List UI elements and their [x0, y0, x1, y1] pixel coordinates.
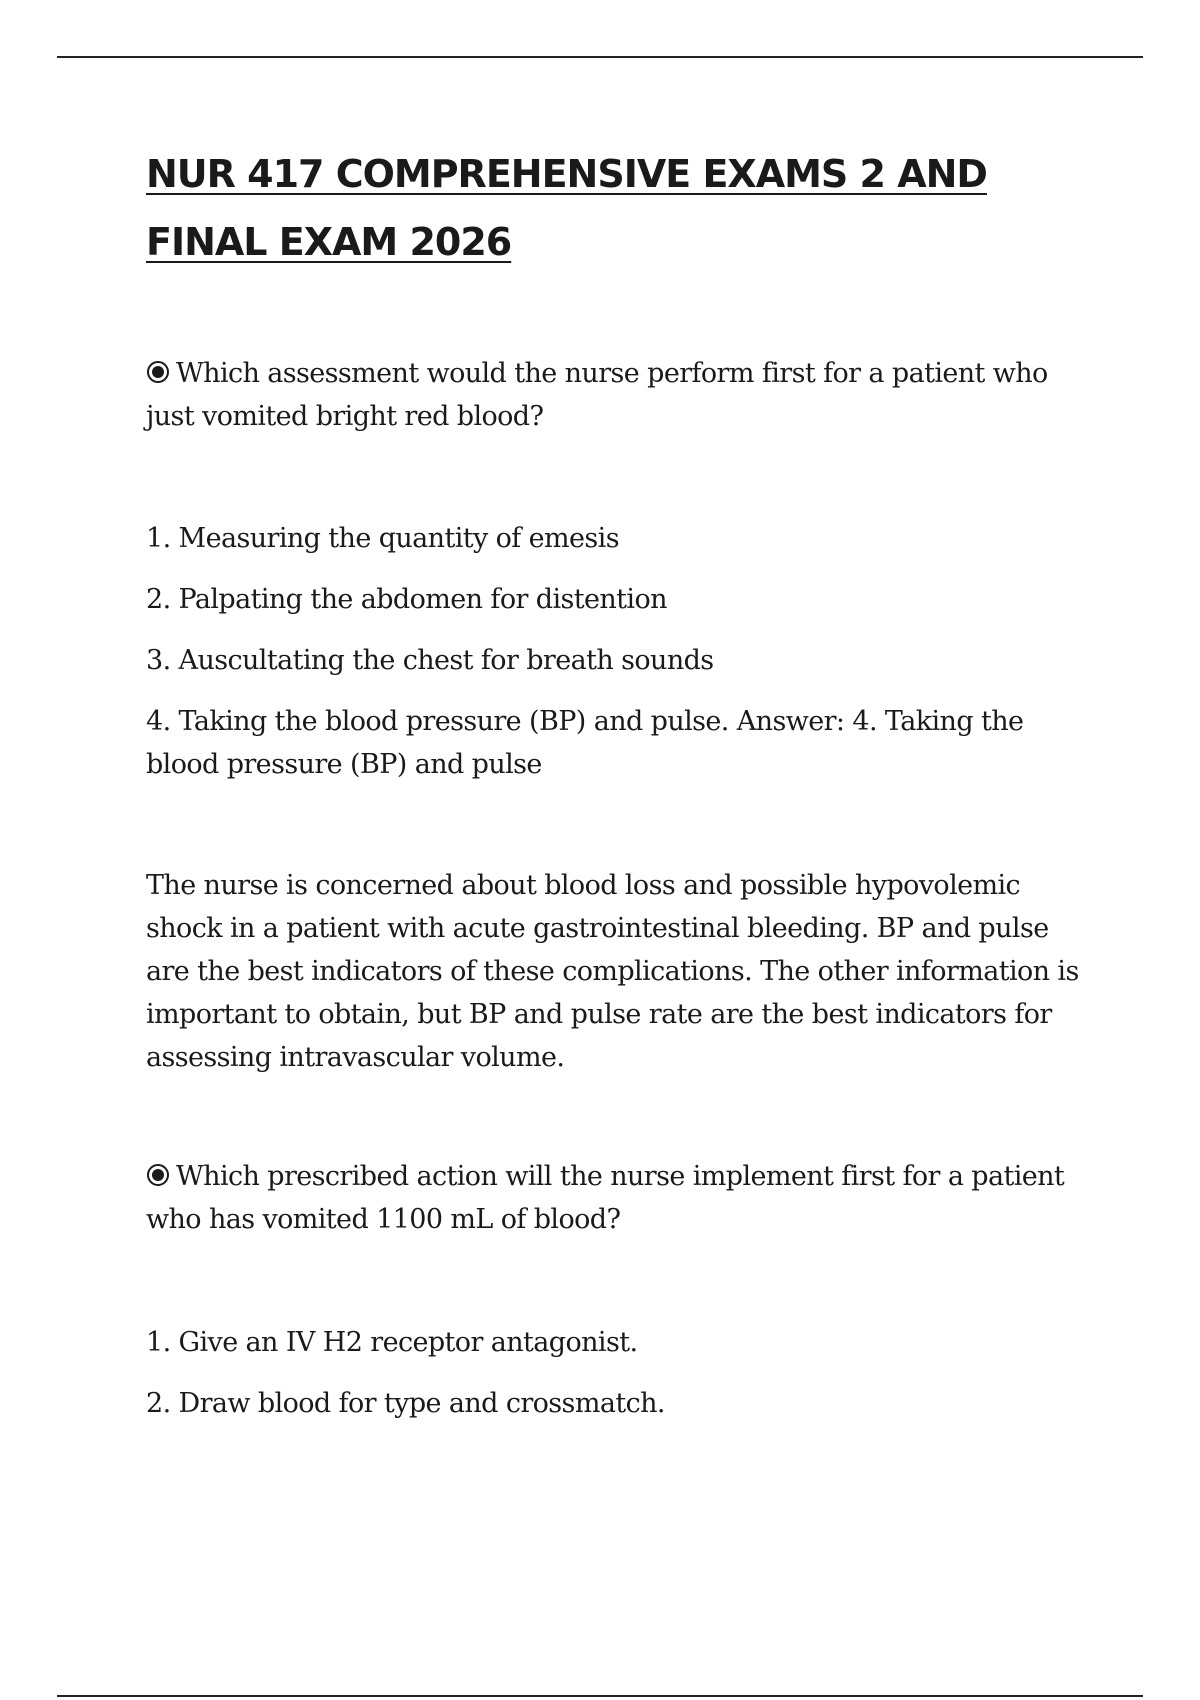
question-1-prompt: Which assessment would the nurse perform first for a patient who just vomited bright red blood? [146, 358, 1048, 432]
question-1-option-1: 1. Measuring the quantity of emesis [146, 523, 619, 554]
question-1-rationale: The nurse is concerned about blood loss and possible hypovolemic shock in a patient with acute gastrointestinal bleeding. BP and pulse are the best indicators of these complications. The other information is important to obtain, but BP and pulse rate are the best indicators for assessing intravascular volume. [146, 870, 1079, 1073]
question-2-option-1: 1. Give an IV H2 receptor antagonist. [146, 1327, 638, 1358]
bottom-rule [57, 1695, 1143, 1697]
top-rule [57, 56, 1143, 58]
radio-bullet-icon [146, 1163, 170, 1187]
question-1 [146, 352, 1096, 438]
radio-bullet-icon [146, 360, 170, 384]
question-1-option-3: 3. Auscultating the chest for breath sounds [146, 645, 714, 676]
question-2-prompt: Which prescribed action will the nurse implement first for a patient who has vomited 1100 mL of blood? [146, 1161, 1065, 1235]
page-title: NUR 417 COMPREHENSIVE EXAMS 2 AND FINAL EXAM 2026 [146, 152, 987, 264]
question-1-option-2: 2. Palpating the abdomen for distention [146, 584, 667, 615]
question-1-option-4: 4. Taking the blood pressure (BP) and pulse. Answer: 4. Taking the blood pressure (BP) and pulse [146, 706, 1024, 780]
question-2-option-2: 2. Draw blood for type and crossmatch. [146, 1388, 665, 1419]
question-2 [146, 1155, 1096, 1241]
